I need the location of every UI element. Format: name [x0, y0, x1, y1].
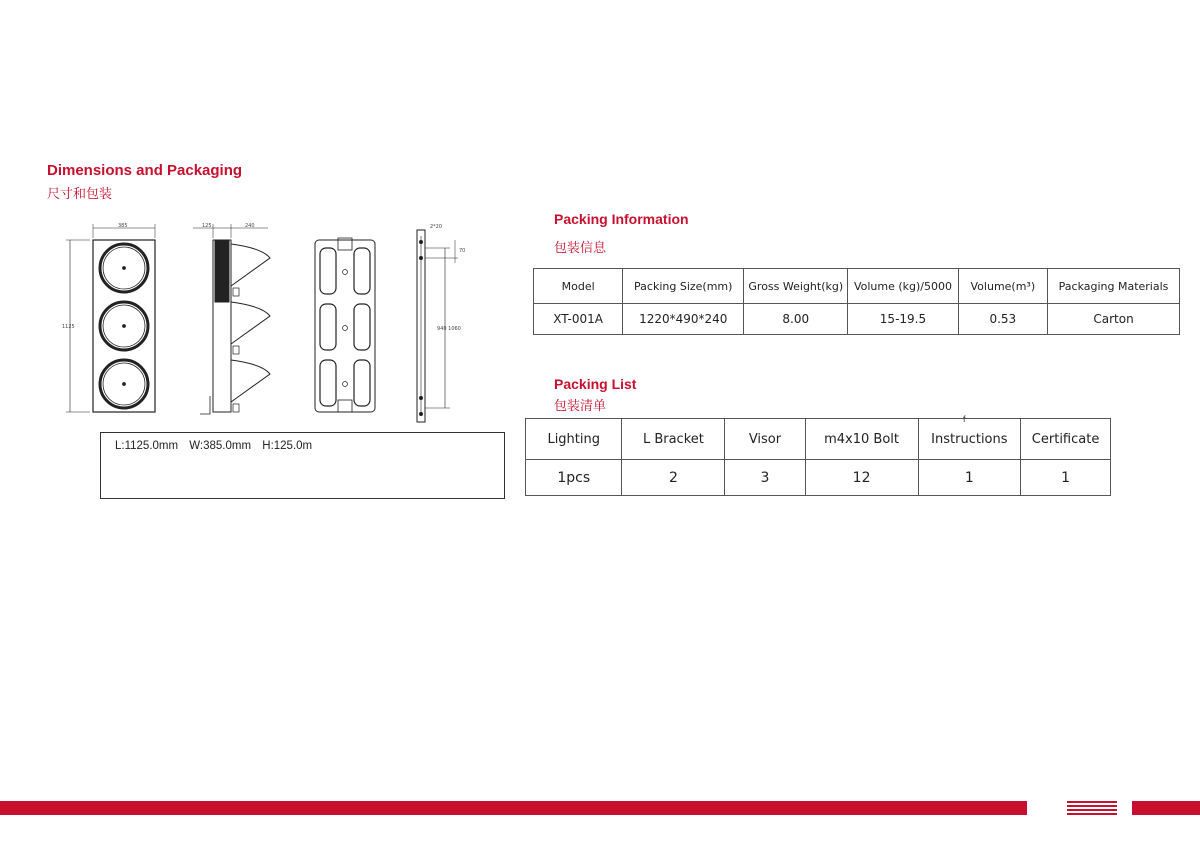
rear-offset-label: 70	[459, 248, 466, 254]
header-cell: Gross Weight(kg)	[744, 269, 848, 304]
rear-height-label: 940 1060	[437, 326, 461, 332]
value-cell: 2	[622, 460, 725, 496]
value-cell: Carton	[1048, 304, 1180, 335]
header-cell: Model	[534, 269, 623, 304]
header-cell: Packaging Materials	[1048, 269, 1180, 304]
rear-top-label: 2*20	[430, 224, 443, 230]
value-cell: 12	[805, 460, 918, 496]
footer-stripes	[1067, 801, 1117, 817]
packing-info-table	[533, 268, 1180, 335]
value-cell: 8.00	[744, 304, 848, 335]
footer-bar-right	[1132, 801, 1200, 815]
traffic-light-drawing	[60, 218, 480, 428]
front-view	[66, 224, 155, 412]
value-cell: 1	[1021, 460, 1111, 496]
value-cell: 1	[918, 460, 1021, 496]
packing-list-title: Packing List	[554, 376, 637, 392]
width-value: W:385.0mm	[189, 440, 252, 452]
section-title-cn: 尺寸和包装	[47, 186, 113, 201]
table-header-row	[534, 269, 1180, 304]
header-cell: Visor	[725, 419, 805, 460]
side-view	[193, 224, 270, 414]
packing-list-title-cn: 包装清单	[554, 398, 607, 413]
table-row	[526, 460, 1111, 496]
table-row	[534, 304, 1180, 335]
header-cell: Lighting	[526, 419, 622, 460]
packing-info-title-cn: 包装信息	[554, 240, 607, 255]
header-cell: Certificate	[1021, 419, 1111, 460]
value-cell: 1pcs	[526, 460, 622, 496]
dimension-summary-box	[100, 432, 505, 499]
footer-bar	[0, 801, 1027, 815]
rear-view	[315, 238, 375, 412]
value-cell: 1220*490*240	[623, 304, 744, 335]
value-cell: 3	[725, 460, 805, 496]
header-cell: Packing Size(mm)	[623, 269, 744, 304]
header-cell: m4x10 Bolt	[805, 419, 918, 460]
value-cell: 15-19.5	[848, 304, 958, 335]
header-cell: L Bracket	[622, 419, 725, 460]
height-value: H:125.0m	[262, 440, 313, 452]
header-cell: Volume (kg)/5000	[848, 269, 958, 304]
side-depth-b-label: 240	[245, 223, 255, 229]
value-cell: XT-001A	[534, 304, 623, 335]
header-cell: Volume(m³)	[958, 269, 1047, 304]
header-cell: Instructions	[918, 419, 1021, 460]
side-depth-a-label: 125	[202, 223, 212, 229]
section-title: Dimensions and Packaging	[47, 162, 243, 179]
length-value: L:1125.0mm	[115, 440, 179, 452]
value-cell: 0.53	[958, 304, 1047, 335]
front-width-label: 385	[118, 223, 128, 229]
table-header-row	[526, 419, 1111, 460]
packing-list-table	[525, 418, 1111, 496]
stray-mark: f	[963, 414, 966, 424]
front-height-label: 1125	[62, 324, 75, 330]
packing-info-title: Packing Information	[554, 211, 689, 227]
